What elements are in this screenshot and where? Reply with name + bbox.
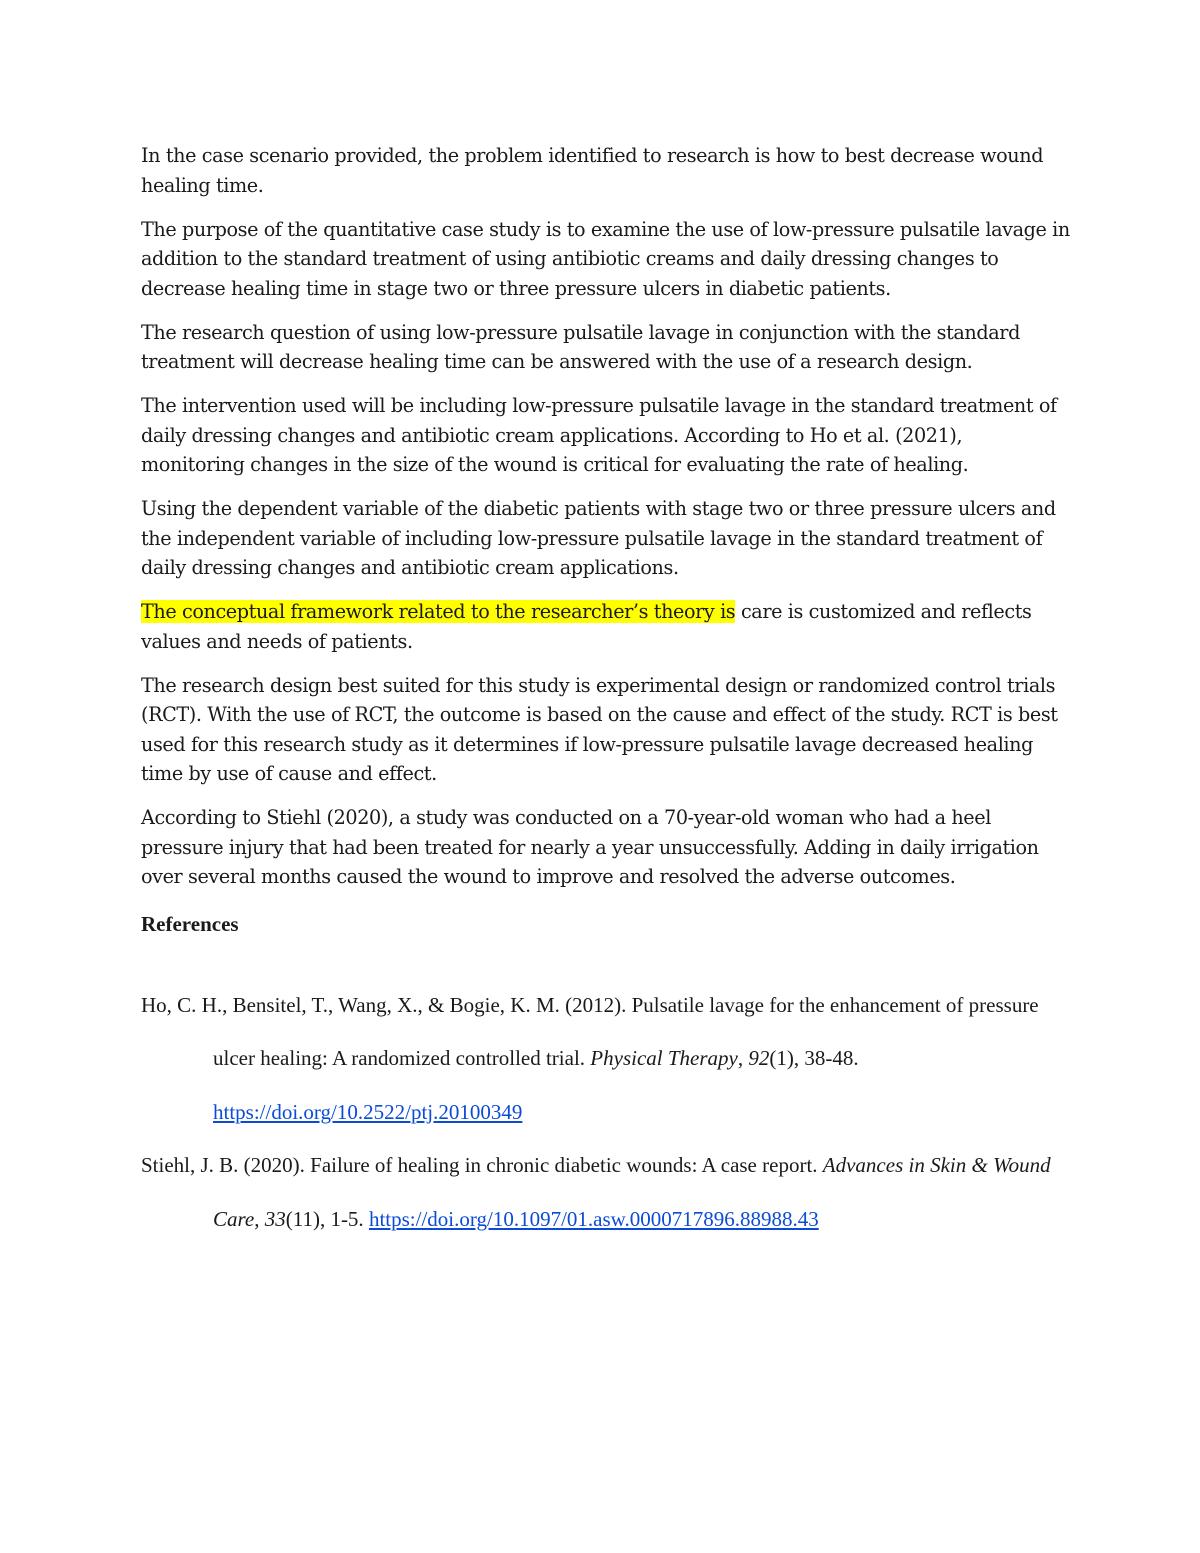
paragraph-research-question: The research question of using low-pressure pulsatile lavage in conjunction with the standard treatment will decrease healing time can be answered with the use of a research design. xyxy=(141,320,1020,373)
paragraph-intervention: The intervention used will be including low-pressure pulsatile lavage in the standard treatment of daily dressing changes and antibiotic cream applications. According to Ho et al. (2021), monitoring changes in the size of the wound is critical for evaluating the rate of healing. xyxy=(141,394,1057,476)
reference-text: Stiehl, J. B. (2020). Failure of healing in chronic diabetic wounds: A case report. xyxy=(141,1153,823,1177)
paragraph-variables: Using the dependent variable of the diabetic patients with stage two or three pressure ulcers and the independent variable of including low-pressure pulsatile lavage in the standard treatment of daily dressing changes and antibiotic cream applications. xyxy=(141,497,1056,579)
highlighted-text: The conceptual framework related to the researcher’s theory is xyxy=(141,600,736,623)
reference-journal: Advances in Skin & Wound Care xyxy=(213,1153,1051,1231)
references-heading: References xyxy=(141,911,239,936)
document-page xyxy=(141,141,1071,1246)
reference-pages: (11), 1-5. xyxy=(285,1206,369,1231)
reference-volume: 33 xyxy=(264,1206,286,1231)
paragraph-purpose: The purpose of the quantitative case study is to examine the use of low-pressure pulsatile lavage in addition to the standard treatment of using antibiotic creams and daily dressing changes to decrease healing time in stage two or three pressure ulcers in diabetic patients. xyxy=(141,217,1070,300)
framework-text: care is customized and reflects values and needs of patients. xyxy=(141,600,1032,653)
paragraph-stiehl: According to Stiehl (2020), a study was conducted on a 70-year-old woman who had a heel pressure injury that had been treated for nearly a year unsuccessfully. Adding in daily irrigation over several months caused the wound to improve and resolved the adverse outcomes. xyxy=(141,806,1039,888)
reference-separator: , xyxy=(737,1046,749,1070)
doi-link[interactable]: https://doi.org/10.2522/ptj.20100349 xyxy=(213,1099,523,1124)
references-list xyxy=(141,979,1071,1247)
reference-pages: (1), 38-48. xyxy=(769,1046,859,1070)
reference-volume: 92 xyxy=(748,1046,770,1070)
reference-item xyxy=(141,979,1071,1140)
reference-text: Ho, C. H., Bensitel, T., Wang, X., & Bogie, K. M. (2012). Pulsatile lavage for the enhancement of pressure ulcer healing: A randomized controlled trial. xyxy=(141,992,1039,1070)
reference-item xyxy=(141,1139,1071,1246)
paragraph-problem: In the case scenario provided, the problem identified to research is how to best decrease wound healing time. xyxy=(141,144,1044,197)
doi-link[interactable]: https://doi.org/10.1097/01.asw.0000717896.88988.43 xyxy=(368,1206,819,1231)
paragraph-framework xyxy=(141,597,1071,656)
paragraph-research-design: The research design best suited for this study is experimental design or randomized control trials (RCT). With the use of RCT, the outcome is based on the cause and effect of the study. RCT is best used for this research study as it determines if low-pressure pulsatile lavage decreased healing time by use of cause and effect. xyxy=(141,673,1058,785)
reference-separator: , xyxy=(254,1206,265,1231)
reference-journal: Physical Therapy xyxy=(590,1046,738,1070)
